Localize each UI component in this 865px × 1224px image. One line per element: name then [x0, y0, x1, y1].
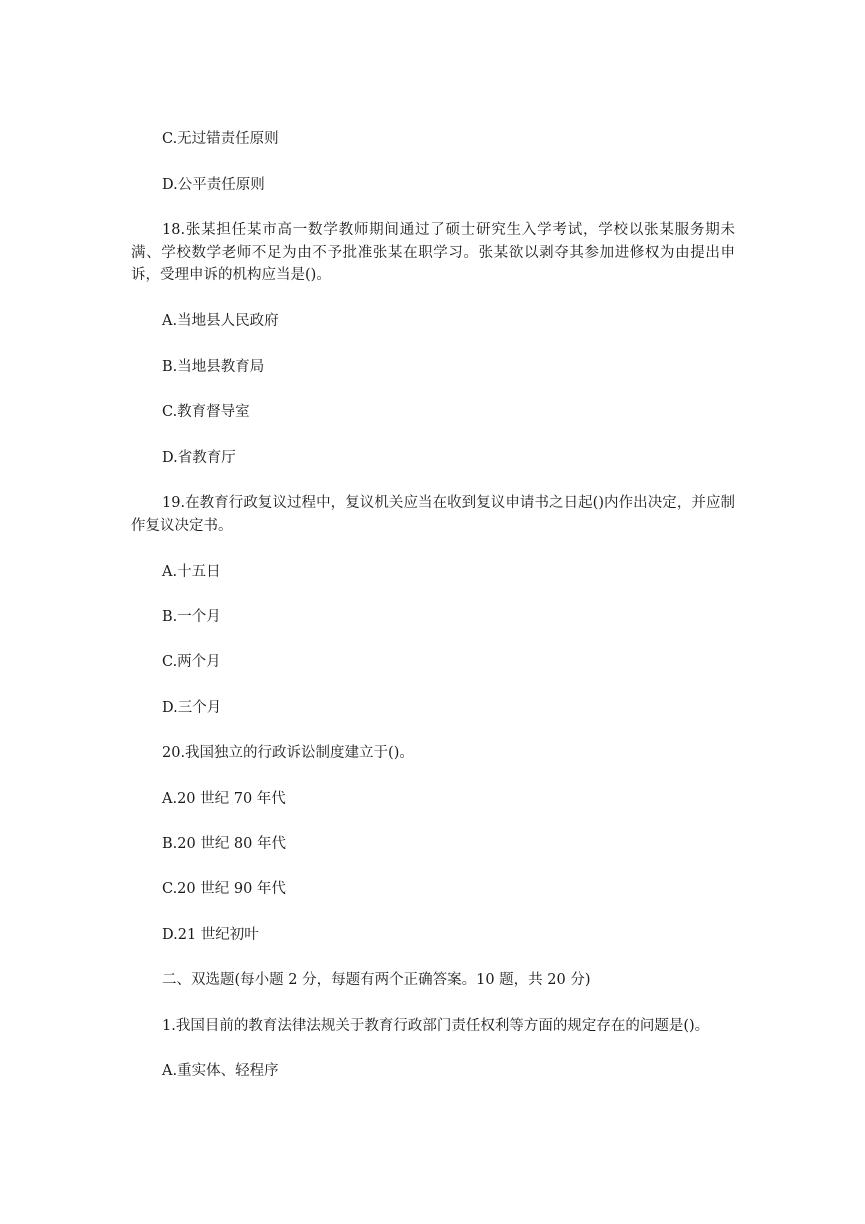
option-b-q20: B.20 世纪 80 年代: [162, 836, 286, 852]
option-d-q19: D.三个月: [162, 700, 222, 716]
option-c-q20: C.20 世纪 90 年代: [162, 881, 286, 897]
option-d-q18: D.省教育厅: [162, 450, 236, 466]
option-b-q19: B.一个月: [162, 609, 221, 625]
option-a-q19: A.十五日: [162, 564, 221, 580]
question-19: 19.在教育行政复议过程中，复议机关应当在收到复议申请书之日起()内作出决定，并应制作复议决定书。: [131, 495, 735, 534]
option-d-q17: D.公平责任原则: [162, 177, 265, 193]
option-d-q20: D.21 世纪初叶: [162, 927, 259, 943]
option-c-q18: C.教育督导室: [162, 404, 250, 420]
option-a-q20: A.20 世纪 70 年代: [162, 791, 286, 807]
option-a-dq1: A.重实体、轻程序: [162, 1063, 279, 1079]
double-choice-question-1: 1.我国目前的教育法律法规关于教育行政部门责任权利等方面的规定存在的问题是()。: [162, 1018, 710, 1034]
option-c-q19: C.两个月: [162, 654, 221, 670]
option-b-q18: B.当地县教育局: [162, 359, 265, 375]
question-18: 18.张某担任某市高一数学教师期间通过了硕士研究生入学考试，学校以张某服务期未满、学校数学老师不足为由不予批准张某在职学习。张某欲以剥夺其参加进修权为由提出申诉，受理申诉的机构应当是()。: [131, 222, 735, 283]
option-a-q18: A.当地县人民政府: [162, 313, 279, 329]
section-heading-double-choice: 二、双选题(每小题 2 分，每题有两个正确答案。10 题，共 20 分): [162, 972, 591, 988]
option-c-q17: C.无过错责任原则: [162, 131, 279, 147]
question-20: 20.我国独立的行政诉讼制度建立于()。: [162, 745, 414, 761]
